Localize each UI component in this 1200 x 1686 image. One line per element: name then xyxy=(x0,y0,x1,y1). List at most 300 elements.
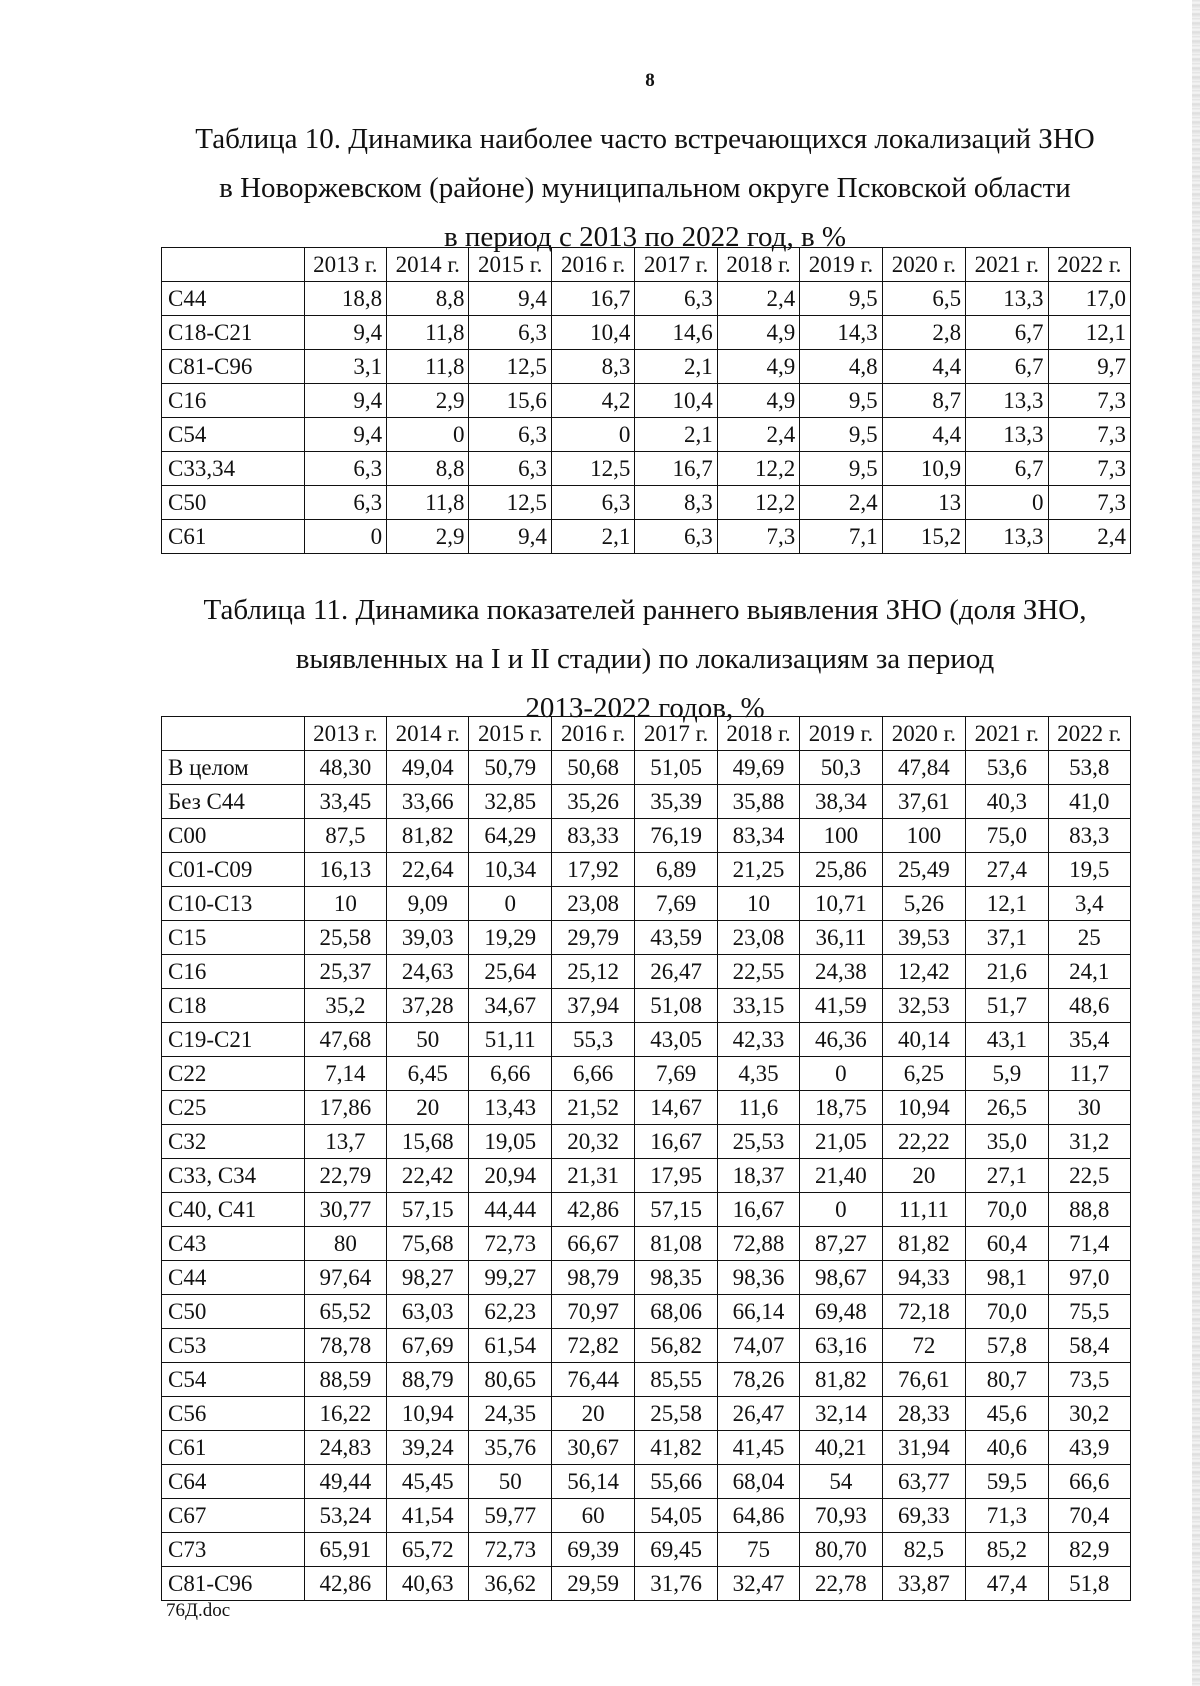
year-header-cell: 2014 г. xyxy=(387,717,469,751)
value-cell: 6,7 xyxy=(966,350,1048,384)
value-cell: 35,0 xyxy=(966,1125,1048,1159)
value-cell: 22,42 xyxy=(387,1159,469,1193)
value-cell: 40,63 xyxy=(387,1567,469,1601)
value-cell: 26,47 xyxy=(717,1397,799,1431)
row-label-cell: С81-С96 xyxy=(162,350,305,384)
row-label-cell: С18-С21 xyxy=(162,316,305,350)
value-cell: 17,86 xyxy=(304,1091,386,1125)
value-cell: 4,9 xyxy=(717,316,799,350)
value-cell: 33,66 xyxy=(387,785,469,819)
value-cell: 80,65 xyxy=(469,1363,551,1397)
value-cell: 88,79 xyxy=(387,1363,469,1397)
value-cell: 55,3 xyxy=(551,1023,634,1057)
table10-caption-line: в Новоржевском (районе) муниципальном округе Псковской области xyxy=(219,172,1071,204)
value-cell: 72,82 xyxy=(551,1329,634,1363)
value-cell: 41,54 xyxy=(387,1499,469,1533)
value-cell: 62,23 xyxy=(469,1295,551,1329)
value-cell: 2,1 xyxy=(635,350,717,384)
row-label-cell: С61 xyxy=(162,520,305,554)
value-cell: 36,62 xyxy=(469,1567,551,1601)
value-cell: 2,4 xyxy=(1048,520,1130,554)
table10-caption xyxy=(150,115,1140,262)
value-cell: 35,88 xyxy=(717,785,799,819)
value-cell: 73,5 xyxy=(1048,1363,1130,1397)
value-cell: 7,3 xyxy=(717,520,799,554)
value-cell: 25,49 xyxy=(882,853,965,887)
value-cell: 57,15 xyxy=(387,1193,469,1227)
row-label-cell: В целом xyxy=(162,751,305,785)
value-cell: 23,08 xyxy=(551,887,634,921)
row-label-cell: С44 xyxy=(162,282,305,316)
value-cell: 12,2 xyxy=(717,486,799,520)
value-cell: 10 xyxy=(717,887,799,921)
value-cell: 85,2 xyxy=(966,1533,1048,1567)
value-cell: 13,7 xyxy=(304,1125,386,1159)
value-cell: 43,9 xyxy=(1048,1431,1130,1465)
value-cell: 2,1 xyxy=(635,418,717,452)
value-cell: 6,3 xyxy=(469,452,551,486)
value-cell: 0 xyxy=(469,887,551,921)
value-cell: 8,7 xyxy=(882,384,965,418)
value-cell: 81,82 xyxy=(882,1227,965,1261)
value-cell: 2,9 xyxy=(387,384,469,418)
value-cell: 31,2 xyxy=(1048,1125,1130,1159)
value-cell: 57,15 xyxy=(635,1193,717,1227)
value-cell: 30 xyxy=(1048,1091,1130,1125)
year-header-cell: 2015 г. xyxy=(469,717,551,751)
value-cell: 24,83 xyxy=(304,1431,386,1465)
row-label-cell: С33, С34 xyxy=(162,1159,305,1193)
row-label-cell: Без С44 xyxy=(162,785,305,819)
row-label-cell: С16 xyxy=(162,384,305,418)
table-row xyxy=(162,418,1131,452)
row-label-cell: С22 xyxy=(162,1057,305,1091)
value-cell: 35,2 xyxy=(304,989,386,1023)
value-cell: 29,59 xyxy=(551,1567,634,1601)
value-cell: 9,4 xyxy=(304,384,386,418)
table-row xyxy=(162,350,1131,384)
row-label-cell: С50 xyxy=(162,1295,305,1329)
value-cell: 56,14 xyxy=(551,1465,634,1499)
value-cell: 70,97 xyxy=(551,1295,634,1329)
value-cell: 2,4 xyxy=(800,486,882,520)
value-cell: 45,6 xyxy=(966,1397,1048,1431)
value-cell: 20,32 xyxy=(551,1125,634,1159)
value-cell: 6,89 xyxy=(635,853,717,887)
value-cell: 11,8 xyxy=(387,350,469,384)
header-corner-cell xyxy=(162,248,305,282)
value-cell: 7,14 xyxy=(304,1057,386,1091)
value-cell: 8,8 xyxy=(387,282,469,316)
value-cell: 16,7 xyxy=(635,452,717,486)
value-cell: 8,8 xyxy=(387,452,469,486)
value-cell: 26,5 xyxy=(966,1091,1048,1125)
value-cell: 100 xyxy=(800,819,882,853)
value-cell: 4,4 xyxy=(882,350,965,384)
value-cell: 98,36 xyxy=(717,1261,799,1295)
table-row xyxy=(162,1363,1131,1397)
value-cell: 76,44 xyxy=(551,1363,634,1397)
row-label-cell: С44 xyxy=(162,1261,305,1295)
value-cell: 9,4 xyxy=(469,282,551,316)
header-row xyxy=(162,717,1131,751)
value-cell: 66,67 xyxy=(551,1227,634,1261)
value-cell: 49,44 xyxy=(304,1465,386,1499)
value-cell: 0 xyxy=(800,1193,882,1227)
value-cell: 22,22 xyxy=(882,1125,965,1159)
value-cell: 8,3 xyxy=(551,350,634,384)
value-cell: 4,9 xyxy=(717,384,799,418)
row-label-cell: С16 xyxy=(162,955,305,989)
value-cell: 12,42 xyxy=(882,955,965,989)
footer-filename: 76Д.doc xyxy=(166,1600,231,1621)
value-cell: 65,91 xyxy=(304,1533,386,1567)
value-cell: 83,3 xyxy=(1048,819,1130,853)
row-label-cell: С67 xyxy=(162,1499,305,1533)
table11-caption-line: 2013-2022 годов, % xyxy=(525,692,765,724)
value-cell: 22,78 xyxy=(800,1567,882,1601)
value-cell: 25,64 xyxy=(469,955,551,989)
value-cell: 50,68 xyxy=(551,751,634,785)
value-cell: 72,88 xyxy=(717,1227,799,1261)
header-row xyxy=(162,248,1131,282)
table-row xyxy=(162,486,1131,520)
page-number: 8 xyxy=(645,70,655,91)
value-cell: 20 xyxy=(551,1397,634,1431)
value-cell: 70,4 xyxy=(1048,1499,1130,1533)
value-cell: 100 xyxy=(882,819,965,853)
value-cell: 39,24 xyxy=(387,1431,469,1465)
value-cell: 25,86 xyxy=(800,853,882,887)
value-cell: 87,27 xyxy=(800,1227,882,1261)
value-cell: 12,2 xyxy=(717,452,799,486)
value-cell: 10,94 xyxy=(387,1397,469,1431)
value-cell: 22,55 xyxy=(717,955,799,989)
value-cell: 6,3 xyxy=(304,486,386,520)
value-cell: 71,4 xyxy=(1048,1227,1130,1261)
table-row xyxy=(162,1261,1131,1295)
value-cell: 6,66 xyxy=(469,1057,551,1091)
value-cell: 32,47 xyxy=(717,1567,799,1601)
value-cell: 3,1 xyxy=(304,350,386,384)
value-cell: 0 xyxy=(387,418,469,452)
year-header-cell: 2022 г. xyxy=(1048,248,1130,282)
value-cell: 21,25 xyxy=(717,853,799,887)
table-row xyxy=(162,1227,1131,1261)
row-label-cell: С10-С13 xyxy=(162,887,305,921)
value-cell: 2,8 xyxy=(882,316,965,350)
table-row xyxy=(162,887,1131,921)
value-cell: 27,4 xyxy=(966,853,1048,887)
value-cell: 48,30 xyxy=(304,751,386,785)
value-cell: 98,79 xyxy=(551,1261,634,1295)
value-cell: 41,59 xyxy=(800,989,882,1023)
table-row xyxy=(162,1091,1131,1125)
value-cell: 9,5 xyxy=(800,452,882,486)
value-cell: 31,94 xyxy=(882,1431,965,1465)
row-label-cell: С00 xyxy=(162,819,305,853)
table-row xyxy=(162,1465,1131,1499)
value-cell: 54 xyxy=(800,1465,882,1499)
value-cell: 51,8 xyxy=(1048,1567,1130,1601)
value-cell: 13,3 xyxy=(966,282,1048,316)
value-cell: 10 xyxy=(304,887,386,921)
value-cell: 18,37 xyxy=(717,1159,799,1193)
table-row xyxy=(162,785,1131,819)
year-header-cell: 2022 г. xyxy=(1048,717,1130,751)
value-cell: 9,4 xyxy=(304,316,386,350)
value-cell: 25,58 xyxy=(304,921,386,955)
value-cell: 63,16 xyxy=(800,1329,882,1363)
value-cell: 98,35 xyxy=(635,1261,717,1295)
value-cell: 2,4 xyxy=(717,282,799,316)
value-cell: 6,3 xyxy=(551,486,634,520)
year-header-cell: 2020 г. xyxy=(882,717,965,751)
table-row xyxy=(162,384,1131,418)
value-cell: 4,9 xyxy=(717,350,799,384)
value-cell: 9,5 xyxy=(800,282,882,316)
value-cell: 18,8 xyxy=(304,282,386,316)
value-cell: 26,47 xyxy=(635,955,717,989)
row-label-cell: С01-С09 xyxy=(162,853,305,887)
value-cell: 76,61 xyxy=(882,1363,965,1397)
table-row xyxy=(162,1023,1131,1057)
value-cell: 4,35 xyxy=(717,1057,799,1091)
row-label-cell: С40, С41 xyxy=(162,1193,305,1227)
table11-early-detection xyxy=(161,716,1131,1601)
value-cell: 31,76 xyxy=(635,1567,717,1601)
value-cell: 2,1 xyxy=(551,520,634,554)
value-cell: 16,22 xyxy=(304,1397,386,1431)
year-header-cell: 2016 г. xyxy=(551,717,634,751)
value-cell: 6,66 xyxy=(551,1057,634,1091)
year-header-cell: 2015 г. xyxy=(469,248,551,282)
table-row xyxy=(162,282,1131,316)
value-cell: 11,8 xyxy=(387,316,469,350)
year-header-cell: 2016 г. xyxy=(551,248,634,282)
value-cell: 0 xyxy=(966,486,1048,520)
value-cell: 30,2 xyxy=(1048,1397,1130,1431)
value-cell: 55,66 xyxy=(635,1465,717,1499)
value-cell: 8,3 xyxy=(635,486,717,520)
value-cell: 32,14 xyxy=(800,1397,882,1431)
value-cell: 17,0 xyxy=(1048,282,1130,316)
year-header-cell: 2014 г. xyxy=(387,248,469,282)
value-cell: 46,36 xyxy=(800,1023,882,1057)
value-cell: 9,4 xyxy=(469,520,551,554)
value-cell: 64,29 xyxy=(469,819,551,853)
table-row xyxy=(162,955,1131,989)
value-cell: 6,45 xyxy=(387,1057,469,1091)
value-cell: 25 xyxy=(1048,921,1130,955)
table-row xyxy=(162,1431,1131,1465)
value-cell: 13,43 xyxy=(469,1091,551,1125)
value-cell: 47,68 xyxy=(304,1023,386,1057)
row-label-cell: С81-С96 xyxy=(162,1567,305,1601)
table-row xyxy=(162,520,1131,554)
year-header-cell: 2018 г. xyxy=(717,248,799,282)
table-row xyxy=(162,1159,1131,1193)
value-cell: 43,1 xyxy=(966,1023,1048,1057)
value-cell: 49,04 xyxy=(387,751,469,785)
scanned-page-edge xyxy=(1192,0,1200,1686)
value-cell: 9,4 xyxy=(304,418,386,452)
value-cell: 78,78 xyxy=(304,1329,386,1363)
value-cell: 9,09 xyxy=(387,887,469,921)
value-cell: 83,33 xyxy=(551,819,634,853)
table-row xyxy=(162,921,1131,955)
year-header-cell: 2019 г. xyxy=(800,717,882,751)
row-label-cell: С25 xyxy=(162,1091,305,1125)
value-cell: 38,34 xyxy=(800,785,882,819)
table11-caption-line: Таблица 11. Динамика показателей раннего выявления ЗНО (доля ЗНО, xyxy=(203,594,1087,626)
value-cell: 13,3 xyxy=(966,418,1048,452)
year-header-cell: 2017 г. xyxy=(635,717,717,751)
value-cell: 66,14 xyxy=(717,1295,799,1329)
value-cell: 0 xyxy=(304,520,386,554)
value-cell: 99,27 xyxy=(469,1261,551,1295)
value-cell: 37,28 xyxy=(387,989,469,1023)
value-cell: 12,5 xyxy=(469,350,551,384)
value-cell: 10,34 xyxy=(469,853,551,887)
header-corner-cell xyxy=(162,717,305,751)
value-cell: 70,93 xyxy=(800,1499,882,1533)
value-cell: 83,34 xyxy=(717,819,799,853)
row-label-cell: С18 xyxy=(162,989,305,1023)
value-cell: 15,6 xyxy=(469,384,551,418)
value-cell: 7,69 xyxy=(635,887,717,921)
value-cell: 45,45 xyxy=(387,1465,469,1499)
value-cell: 6,3 xyxy=(635,520,717,554)
value-cell: 47,4 xyxy=(966,1567,1048,1601)
row-label-cell: С56 xyxy=(162,1397,305,1431)
value-cell: 74,07 xyxy=(717,1329,799,1363)
value-cell: 10,4 xyxy=(635,384,717,418)
value-cell: 5,9 xyxy=(966,1057,1048,1091)
value-cell: 35,26 xyxy=(551,785,634,819)
value-cell: 6,3 xyxy=(304,452,386,486)
value-cell: 7,3 xyxy=(1048,486,1130,520)
value-cell: 75,5 xyxy=(1048,1295,1130,1329)
row-label-cell: С50 xyxy=(162,486,305,520)
value-cell: 50,3 xyxy=(800,751,882,785)
value-cell: 19,5 xyxy=(1048,853,1130,887)
value-cell: 27,1 xyxy=(966,1159,1048,1193)
value-cell: 82,9 xyxy=(1048,1533,1130,1567)
value-cell: 85,55 xyxy=(635,1363,717,1397)
value-cell: 6,7 xyxy=(966,316,1048,350)
value-cell: 81,08 xyxy=(635,1227,717,1261)
value-cell: 59,77 xyxy=(469,1499,551,1533)
value-cell: 36,11 xyxy=(800,921,882,955)
value-cell: 3,4 xyxy=(1048,887,1130,921)
value-cell: 30,67 xyxy=(551,1431,634,1465)
value-cell: 30,77 xyxy=(304,1193,386,1227)
value-cell: 98,67 xyxy=(800,1261,882,1295)
value-cell: 37,1 xyxy=(966,921,1048,955)
value-cell: 80,7 xyxy=(966,1363,1048,1397)
table-row xyxy=(162,1533,1131,1567)
value-cell: 63,03 xyxy=(387,1295,469,1329)
value-cell: 41,45 xyxy=(717,1431,799,1465)
table-row xyxy=(162,989,1131,1023)
table-row xyxy=(162,1193,1131,1227)
table10-localizations xyxy=(161,247,1131,554)
value-cell: 24,63 xyxy=(387,955,469,989)
value-cell: 47,84 xyxy=(882,751,965,785)
value-cell: 24,38 xyxy=(800,955,882,989)
value-cell: 41,82 xyxy=(635,1431,717,1465)
row-label-cell: С19-С21 xyxy=(162,1023,305,1057)
table-row xyxy=(162,1567,1131,1601)
value-cell: 97,0 xyxy=(1048,1261,1130,1295)
value-cell: 15,2 xyxy=(882,520,965,554)
value-cell: 81,82 xyxy=(800,1363,882,1397)
value-cell: 40,6 xyxy=(966,1431,1048,1465)
value-cell: 37,61 xyxy=(882,785,965,819)
value-cell: 41,0 xyxy=(1048,785,1130,819)
value-cell: 75,68 xyxy=(387,1227,469,1261)
value-cell: 87,5 xyxy=(304,819,386,853)
value-cell: 51,08 xyxy=(635,989,717,1023)
value-cell: 14,6 xyxy=(635,316,717,350)
value-cell: 20,94 xyxy=(469,1159,551,1193)
value-cell: 19,05 xyxy=(469,1125,551,1159)
value-cell: 6,5 xyxy=(882,282,965,316)
value-cell: 97,64 xyxy=(304,1261,386,1295)
year-header-cell: 2019 г. xyxy=(800,248,882,282)
value-cell: 34,67 xyxy=(469,989,551,1023)
value-cell: 75 xyxy=(717,1533,799,1567)
value-cell: 42,86 xyxy=(551,1193,634,1227)
value-cell: 70,0 xyxy=(966,1295,1048,1329)
value-cell: 51,11 xyxy=(469,1023,551,1057)
value-cell: 32,53 xyxy=(882,989,965,1023)
row-label-cell: С73 xyxy=(162,1533,305,1567)
value-cell: 24,1 xyxy=(1048,955,1130,989)
value-cell: 69,33 xyxy=(882,1499,965,1533)
row-label-cell: С54 xyxy=(162,1363,305,1397)
value-cell: 88,8 xyxy=(1048,1193,1130,1227)
value-cell: 39,53 xyxy=(882,921,965,955)
value-cell: 40,3 xyxy=(966,785,1048,819)
table-row xyxy=(162,819,1131,853)
value-cell: 29,79 xyxy=(551,921,634,955)
value-cell: 44,44 xyxy=(469,1193,551,1227)
value-cell: 20 xyxy=(882,1159,965,1193)
value-cell: 17,95 xyxy=(635,1159,717,1193)
value-cell: 69,45 xyxy=(635,1533,717,1567)
table-row xyxy=(162,452,1131,486)
value-cell: 54,05 xyxy=(635,1499,717,1533)
value-cell: 72,73 xyxy=(469,1533,551,1567)
value-cell: 22,64 xyxy=(387,853,469,887)
value-cell: 21,52 xyxy=(551,1091,634,1125)
value-cell: 16,13 xyxy=(304,853,386,887)
value-cell: 65,52 xyxy=(304,1295,386,1329)
value-cell: 63,77 xyxy=(882,1465,965,1499)
value-cell: 67,69 xyxy=(387,1329,469,1363)
value-cell: 21,6 xyxy=(966,955,1048,989)
value-cell: 75,0 xyxy=(966,819,1048,853)
value-cell: 50 xyxy=(387,1023,469,1057)
value-cell: 33,87 xyxy=(882,1567,965,1601)
value-cell: 60,4 xyxy=(966,1227,1048,1261)
value-cell: 82,5 xyxy=(882,1533,965,1567)
value-cell: 20 xyxy=(387,1091,469,1125)
table-row xyxy=(162,1125,1131,1159)
value-cell: 14,3 xyxy=(800,316,882,350)
